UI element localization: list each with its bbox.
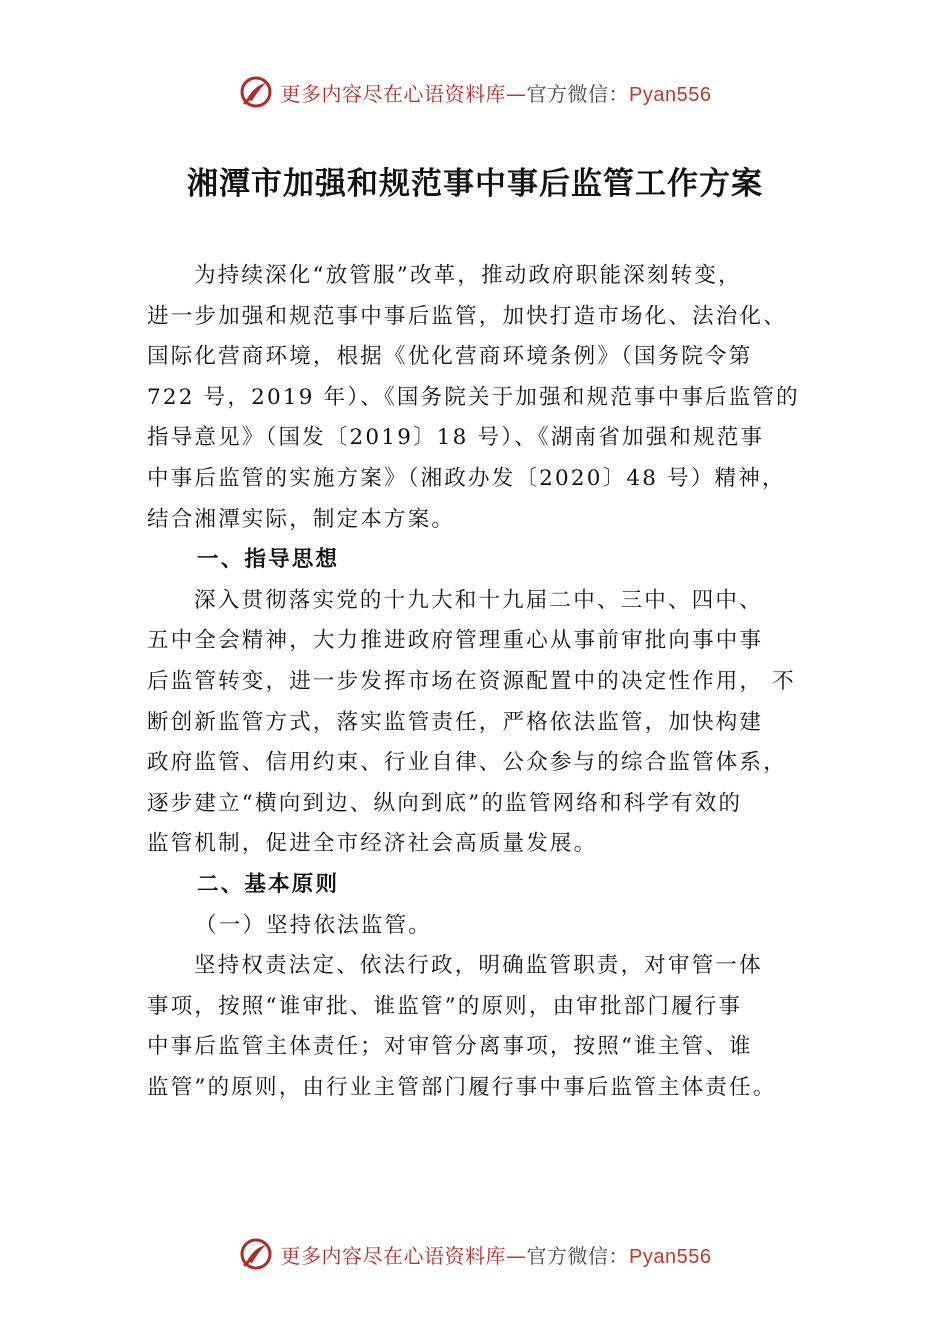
section-heading-guiding-ideology: 一、指导思想 [197,547,340,573]
header-watermark [0,72,950,112]
footer-watermark [0,1234,950,1274]
paragraph-line: 坚持权责法定、依法行政，明确监管职责，对审管一体 [194,953,763,979]
paragraph-line: 深入贯彻落实党的十九大和十九届二中、三中、四中、 [194,587,763,613]
paragraph-line: 监管”的原则，由行业主管部门履行事中事后监管主体责任。 [147,1074,777,1100]
subsection-heading: （一）坚持依法监管。 [195,912,433,938]
watermark-text: 更多内容尽在心语资料库—官方微信：Pyan556 [280,81,712,106]
brush-logo-icon [239,1237,273,1271]
paragraph-line: 事项，按照“谁审批、谁监管”的原则，由审批部门履行事 [147,993,743,1019]
paragraph-line: 政府监管、信用约束、行业自律、公众参与的综合监管体系， [147,750,787,776]
document-title: 湘潭市加强和规范事中事后监管工作方案 [187,166,763,202]
brush-logo-icon [239,75,273,109]
paragraph-line: 进一步加强和规范事中事后监管，加快打造市场化、法治化、 [147,303,787,329]
paragraph-line: 722 号，2019 年）、《国务院关于加强和规范事中事后监管的 [147,384,800,410]
paragraph-line: 监管机制，促进全市经济社会高质量发展。 [147,831,598,857]
paragraph-line: 为持续深化“放管服”改革，推动政府职能深刻转变， [194,263,742,288]
section-heading-basic-principles: 二、基本原则 [197,871,340,897]
paragraph-line: 指导意见》（国发〔2019〕18 号）、《湖南省加强和规范事 [147,425,765,451]
paragraph-line: 断创新监管方式，落实监管责任，严格依法监管，加快构建 [147,709,764,735]
paragraph-line: 后监管转变，进一步发挥市场在资源配置中的决定性作用， 不 [147,668,796,694]
paragraph-line: 中事后监管主体责任；对审管分离事项，按照“谁主管、谁 [147,1034,753,1060]
paragraph-line: 国际化营商环境，根据《优化营商环境条例》（国务院令第 [147,344,753,370]
paragraph-line: 中事后监管的实施方案》（湘政办发〔2020〕48 号）精神， [147,465,786,491]
paragraph-line: 五中全会精神，大力推进政府管理重心从事前审批向事中事 [147,628,764,654]
paragraph-line: 结合湘潭实际，制定本方案。 [147,506,456,532]
paragraph-line: 逐步建立“横向到边、纵向到底”的监管网络和科学有效的 [147,790,743,816]
document-body [147,256,827,1108]
watermark-text: 更多内容尽在心语资料库—官方微信：Pyan556 [280,1243,712,1268]
